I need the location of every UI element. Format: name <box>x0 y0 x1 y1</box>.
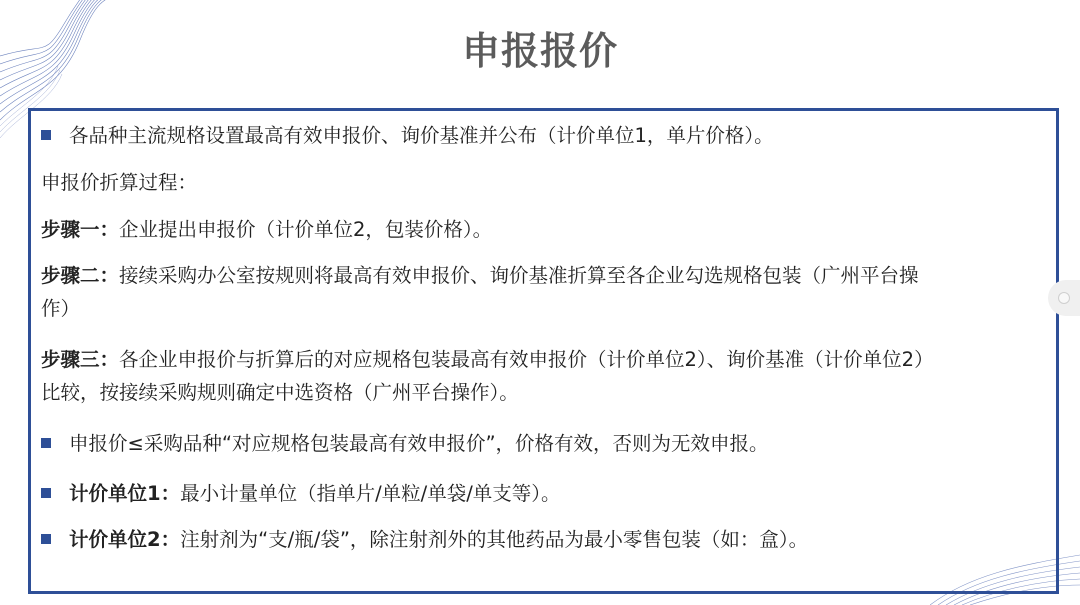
step-two <box>41 259 1044 325</box>
bullet-item-unit-one <box>41 477 1044 510</box>
slide-title: 申报报价 <box>461 29 618 73</box>
unit-two-text: 注射剂为“支/瓶/袋”，除注射剂外的其他药品为最小零售包装（如：盒）。 <box>180 528 809 551</box>
unit-two-label: 计价单位2： <box>69 528 181 551</box>
process-heading-text: 申报价折算过程： <box>41 171 198 194</box>
step-two-label: 步骤二： <box>41 264 120 287</box>
step-two-text-continued: 作） <box>41 297 81 320</box>
bullet-item-text: 申报价≤采购品种“对应规格包装最高有效申报价”，价格有效，否则为无效申报。 <box>69 432 769 455</box>
square-bullet-icon <box>41 130 51 140</box>
unit-one-label: 计价单位1： <box>69 482 181 505</box>
side-panel-handle[interactable] <box>1048 280 1080 316</box>
bullet-item-unit-two <box>41 523 1044 556</box>
bullet-item-price-validity <box>41 427 1044 460</box>
step-three-text: 各企业申报价与折算后的对应规格包装最高有效申报价（计价单位2）、询价基准（计价单位2） <box>119 348 934 371</box>
step-three <box>41 343 1044 409</box>
step-two-text: 接续采购办公室按规则将最高有效申报价、询价基准折算至各企业勾选规格包装（广州平台操 <box>119 264 919 287</box>
square-bullet-icon <box>41 488 51 498</box>
unit-one-text: 最小计量单位（指单片/单粒/单袋/单支等）。 <box>180 482 561 505</box>
square-bullet-icon <box>41 438 51 448</box>
step-three-text-continued: 比较，按接续采购规则确定中选资格（广州平台操作）。 <box>41 381 519 404</box>
bullet-item-max-price <box>41 119 1044 152</box>
square-bullet-icon <box>41 534 51 544</box>
step-three-label: 步骤三： <box>41 348 120 371</box>
process-heading <box>41 166 1044 199</box>
bullet-item-text: 各品种主流规格设置最高有效申报价、询价基准并公布（计价单位1，单片价格）。 <box>69 124 774 147</box>
step-one-label: 步骤一： <box>41 218 120 241</box>
step-one <box>41 213 1044 246</box>
content-box <box>28 108 1059 594</box>
step-one-text: 企业提出申报价（计价单位2，包装价格）。 <box>119 218 493 241</box>
circle-icon <box>1058 292 1070 304</box>
